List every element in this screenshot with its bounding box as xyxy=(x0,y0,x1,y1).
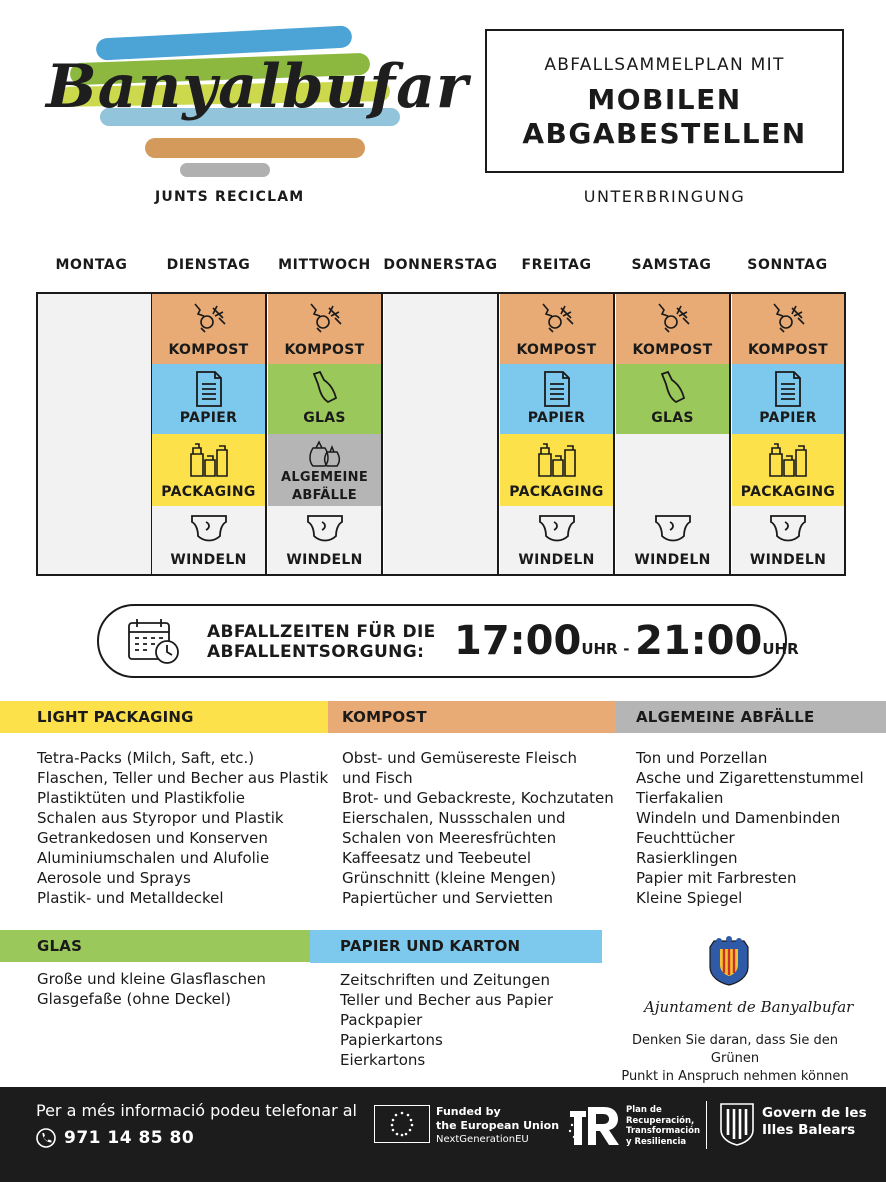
cell-label: PACKAGING xyxy=(509,484,604,500)
list-item: Obst- und Gemüsereste Fleisch xyxy=(342,749,578,767)
reminder-line1: Denken Sie daran, dass Sie den Grünen xyxy=(631,1033,839,1066)
list-item: Papierkartons xyxy=(340,1031,443,1049)
cell-label: KOMPOST xyxy=(748,342,828,358)
eu-flag-icon xyxy=(374,1105,430,1143)
ajuntament-name: Ajuntament de Banyalbufar xyxy=(644,998,854,1016)
recovery-plan-logo-icon xyxy=(566,1101,620,1153)
day-saturday: SAMSTAG xyxy=(631,257,712,273)
cell-papier xyxy=(152,364,265,434)
cell-label: GLAS xyxy=(651,410,694,426)
title-line3: ABGABESTELLEN xyxy=(522,117,807,150)
plan-line2: Recuperación, xyxy=(626,1115,695,1126)
phone-number[interactable]: 971 14 85 80 xyxy=(64,1128,195,1148)
column-wednesday xyxy=(268,294,383,574)
cell-glas xyxy=(268,364,381,434)
diaper-icon xyxy=(152,512,265,548)
kompost-list xyxy=(342,748,614,908)
start-time: 17:00 xyxy=(454,618,582,664)
schedule-grid xyxy=(36,292,846,576)
hours-values xyxy=(454,618,799,664)
list-item: Rasierklingen xyxy=(636,849,738,867)
list-item: Kaffeesatz und Teebeutel xyxy=(342,849,531,867)
cell-label: GLAS xyxy=(303,410,346,426)
compost-icon xyxy=(500,300,613,336)
govern-line2: Illes Balears xyxy=(762,1122,856,1138)
list-item: Asche und Zigarettenstummel xyxy=(636,769,864,787)
bottle-icon xyxy=(268,370,381,406)
plan-line3: Transformación xyxy=(626,1126,701,1136)
cell-label: KOMPOST xyxy=(168,342,249,358)
cell-label: PAPIER xyxy=(759,410,817,426)
plan-line4: y Resiliencia xyxy=(626,1136,687,1147)
title-line1: ABFALLSAMMELPLAN MIT xyxy=(544,55,785,75)
list-item: Flaschen, Teller und Becher aus Plastik xyxy=(37,769,329,787)
end-unit: UHR xyxy=(762,640,799,658)
list-item: Getrankedosen und Konserven xyxy=(37,829,268,847)
cell-label-line1: ALGEMEINE xyxy=(280,470,368,485)
day-monday: MONTAG xyxy=(55,257,128,273)
list-item: Ton und Porzellan xyxy=(636,749,768,767)
list-item: Packpapier xyxy=(340,1011,423,1029)
cell-label: WINDELN xyxy=(518,552,595,568)
list-item: Glasgefaße (ohne Deckel) xyxy=(37,990,231,1008)
title-line2: MOBILEN xyxy=(587,83,742,116)
packaging-icon xyxy=(500,440,613,476)
compost-icon xyxy=(616,300,729,336)
cell-kompost xyxy=(616,294,729,364)
glas-header: GLAS xyxy=(0,930,310,962)
document-icon xyxy=(732,370,844,406)
start-unit: UHR xyxy=(581,640,618,658)
column-sunday xyxy=(732,294,844,574)
hours-label-line1: ABFALLZEITEN FÜR DIE xyxy=(207,622,436,642)
list-item: Eierkartons xyxy=(340,1051,426,1069)
cell-kompost xyxy=(732,294,844,364)
trash-bags-icon xyxy=(268,438,381,474)
phone-icon xyxy=(36,1128,56,1152)
compost-icon xyxy=(732,300,844,336)
list-item: Plastik- und Metalldeckel xyxy=(37,889,224,907)
end-time: 21:00 xyxy=(635,618,763,664)
logo-tagline: JUNTS RECICLAM xyxy=(155,189,305,205)
recovery-plan-text xyxy=(626,1105,700,1147)
cell-label: KOMPOST xyxy=(516,342,597,358)
hours-label xyxy=(207,622,436,662)
cell-windeln xyxy=(268,506,381,574)
cell-kompost xyxy=(500,294,613,364)
list-item: und Fisch xyxy=(342,769,413,787)
packaging-icon xyxy=(152,440,265,476)
cell-windeln xyxy=(732,506,844,574)
algemeine-list xyxy=(636,748,864,908)
column-monday xyxy=(38,294,153,574)
cell-label: PACKAGING xyxy=(740,484,836,500)
list-item: Papier mit Farbresten xyxy=(636,869,797,887)
list-item: Kleine Spiegel xyxy=(636,889,743,907)
list-item: Windeln und Damenbinden xyxy=(636,809,841,827)
list-item: Brot- und Gebackreste, Kochzutaten xyxy=(342,789,614,807)
compost-icon xyxy=(268,300,381,336)
municipal-crest-icon xyxy=(706,935,752,991)
papier-header: PAPIER UND KARTON xyxy=(310,930,602,963)
diaper-icon xyxy=(732,512,844,548)
list-item: Feuchttücher xyxy=(636,829,735,847)
eu-line2: the European Union xyxy=(436,1119,560,1132)
govern-text xyxy=(762,1105,867,1139)
cell-label: KOMPOST xyxy=(632,342,713,358)
list-item: Teller und Becher aus Papier xyxy=(340,991,554,1009)
compost-icon xyxy=(152,300,265,336)
algemeine-header: ALGEMEINE ABFÄLLE xyxy=(616,701,886,733)
list-item: Tierfakalien xyxy=(636,789,724,807)
hours-label-line2: ABFALLENTSORGUNG: xyxy=(207,642,425,662)
cell-label-line2: ABFÄLLE xyxy=(292,488,357,503)
day-sunday: SONNTAG xyxy=(747,257,828,273)
footer xyxy=(0,1087,886,1182)
reminder-line2: Punkt in Anspruch nehmen können xyxy=(621,1069,849,1084)
cell-windeln xyxy=(152,506,265,574)
kompost-header: KOMPOST xyxy=(328,701,616,733)
cell-packaging xyxy=(152,434,265,506)
diaper-icon xyxy=(616,512,729,548)
column-tuesday xyxy=(152,294,267,574)
list-item: Aluminiumschalen und Alufolie xyxy=(37,849,270,867)
title-box xyxy=(485,29,844,173)
cell-kompost xyxy=(152,294,265,364)
document-icon xyxy=(152,370,265,406)
day-wednesday: MITTWOCH xyxy=(278,257,371,273)
diaper-icon xyxy=(268,512,381,548)
day-tuesday: DIENSTAG xyxy=(166,257,251,273)
calendar-clock-icon xyxy=(127,618,181,670)
cell-label: PACKAGING xyxy=(161,484,256,500)
plan-line1: Plan de xyxy=(626,1105,662,1115)
cell-packaging xyxy=(732,434,844,506)
cell-windeln xyxy=(500,506,613,574)
papier-list xyxy=(340,970,553,1070)
cell-algemeine xyxy=(268,434,381,506)
govern-crest-icon xyxy=(718,1101,756,1151)
cell-packaging xyxy=(500,434,613,506)
cell-windeln xyxy=(616,506,729,574)
eu-funding-text xyxy=(436,1105,559,1147)
column-friday xyxy=(500,294,615,574)
eu-line3: NextGenerationEU xyxy=(436,1134,529,1145)
green-point-reminder xyxy=(606,1032,864,1086)
list-item: Aerosole und Sprays xyxy=(37,869,191,887)
list-item: Große und kleine Glasflaschen xyxy=(37,970,266,988)
cell-papier xyxy=(732,364,844,434)
subtitle: UNTERBRINGUNG xyxy=(583,187,746,206)
list-item: Zeitschriften und Zeitungen xyxy=(340,971,550,989)
govern-line1: Govern de les xyxy=(762,1105,867,1121)
diaper-icon xyxy=(500,512,613,548)
list-item: Eierschalen, Nussschalen und xyxy=(342,809,566,827)
time-separator: - xyxy=(623,640,630,658)
day-friday: FREITAG xyxy=(521,257,592,273)
list-item: Papiertücher und Servietten xyxy=(342,889,553,907)
cell-label: PAPIER xyxy=(527,410,586,426)
cell-empty xyxy=(616,434,729,506)
list-item: Tetra-Packs (Milch, Saft, etc.) xyxy=(37,749,255,767)
list-item: Grünschnitt (kleine Mengen) xyxy=(342,869,556,887)
list-item: Schalen aus Styropor und Plastik xyxy=(37,809,284,827)
column-thursday xyxy=(384,294,499,574)
cell-papier xyxy=(500,364,613,434)
info-text: Per a més informació podeu telefonar al xyxy=(36,1101,357,1120)
light-packaging-header: LIGHT PACKAGING xyxy=(0,701,328,733)
cell-kompost xyxy=(268,294,381,364)
cell-label: KOMPOST xyxy=(284,342,365,358)
eu-line1: Funded by xyxy=(436,1105,501,1118)
document-icon xyxy=(500,370,613,406)
cell-label: WINDELN xyxy=(634,552,711,568)
list-item: Schalen von Meeresfrüchten xyxy=(342,829,557,847)
day-thursday: DONNERSTAG xyxy=(383,257,498,273)
light-packaging-list xyxy=(37,748,328,908)
column-saturday xyxy=(616,294,731,574)
bottle-icon xyxy=(616,370,729,406)
logo-wordmark: Banyalbufar xyxy=(46,52,469,122)
cell-label: WINDELN xyxy=(286,552,363,568)
list-item: Plastiktüten und Plastikfolie xyxy=(37,789,246,807)
glas-list xyxy=(37,969,266,1009)
packaging-icon xyxy=(732,440,844,476)
cell-label: WINDELN xyxy=(749,552,827,568)
cell-label: PAPIER xyxy=(179,410,238,426)
footer-divider xyxy=(706,1101,707,1149)
collection-hours xyxy=(97,604,799,678)
cell-label: WINDELN xyxy=(170,552,247,568)
cell-glas xyxy=(616,364,729,434)
